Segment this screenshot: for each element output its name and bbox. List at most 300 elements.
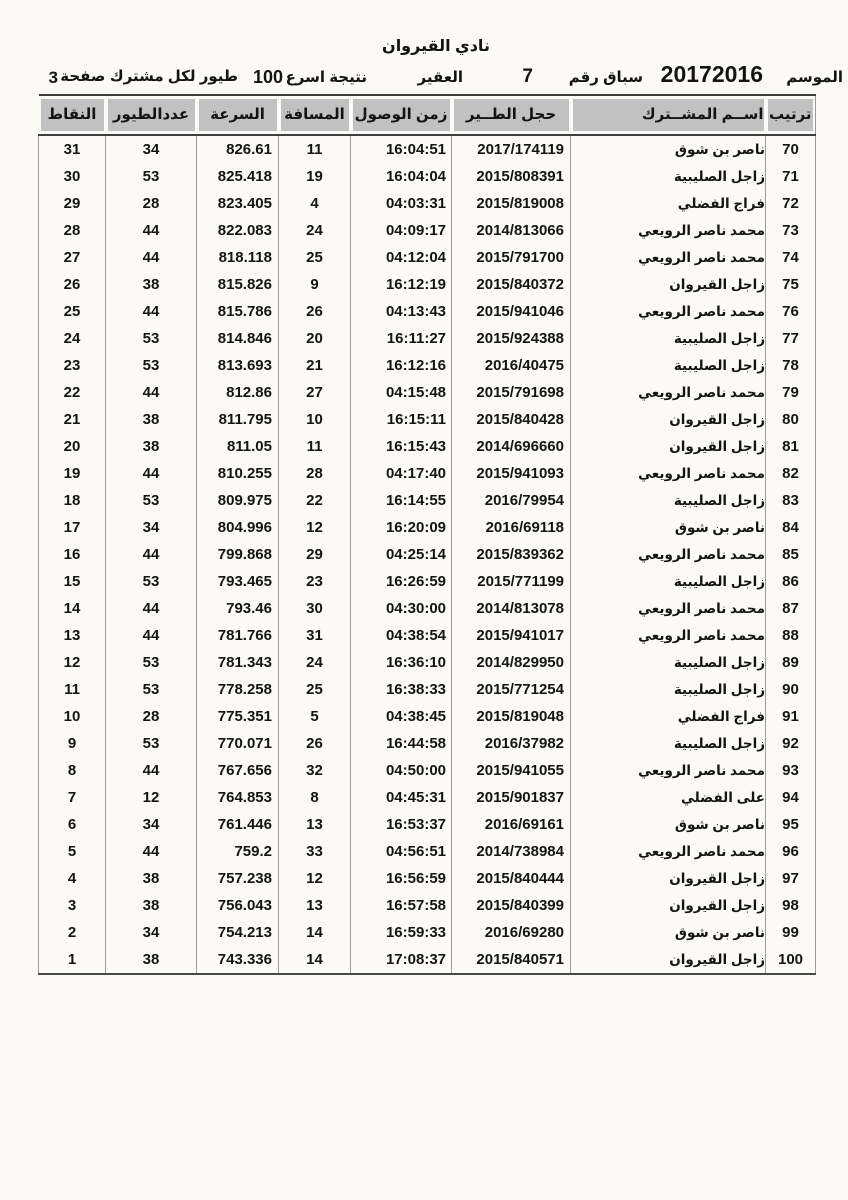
header-row [39, 95, 816, 135]
cell-speed: 818.118 [197, 244, 279, 271]
cell-distance: 19 [279, 163, 351, 190]
cell-points: 24 [39, 325, 106, 352]
cell-points: 18 [39, 487, 106, 514]
cell-speed: 826.61 [197, 135, 279, 163]
cell-points: 8 [39, 757, 106, 784]
cell-ring: 2015/840428 [452, 406, 571, 433]
table-row [39, 892, 816, 919]
cell-time: 04:56:51 [351, 838, 452, 865]
cell-points: 23 [39, 352, 106, 379]
cell-rank: 93 [766, 757, 816, 784]
cell-name: زاجل القيروان [571, 892, 766, 919]
cell-name: زاجل الصليبية [571, 352, 766, 379]
cell-ring: 2016/69280 [452, 919, 571, 946]
cell-time: 04:50:00 [351, 757, 452, 784]
cell-points: 26 [39, 271, 106, 298]
cell-name: محمد ناصر الرويعي [571, 838, 766, 865]
cell-points: 19 [39, 460, 106, 487]
cell-ring: 2015/840372 [452, 271, 571, 298]
cell-ring: 2015/791698 [452, 379, 571, 406]
cell-distance: 32 [279, 757, 351, 784]
cell-time: 16:15:11 [351, 406, 452, 433]
cell-time: 16:12:19 [351, 271, 452, 298]
cell-speed: 778.258 [197, 676, 279, 703]
cell-time: 16:15:43 [351, 433, 452, 460]
cell-distance: 20 [279, 325, 351, 352]
cell-rank: 81 [766, 433, 816, 460]
cell-time: 16:04:51 [351, 135, 452, 163]
cell-birds: 38 [106, 946, 197, 974]
table-row [39, 757, 816, 784]
race-number-value: 7 [522, 66, 533, 87]
cell-birds: 53 [106, 325, 197, 352]
cell-rank: 80 [766, 406, 816, 433]
cell-ring: 2015/791700 [452, 244, 571, 271]
table-row [39, 352, 816, 379]
cell-birds: 34 [106, 811, 197, 838]
cell-points: 25 [39, 298, 106, 325]
table-row [39, 811, 816, 838]
cell-name: ناصر بن شوق [571, 135, 766, 163]
column-header-name: اســم المشــترك [571, 95, 766, 135]
table-row [39, 271, 816, 298]
cell-points: 1 [39, 946, 106, 974]
cell-speed: 812.86 [197, 379, 279, 406]
cell-points: 20 [39, 433, 106, 460]
cell-ring: 2016/40475 [452, 352, 571, 379]
cell-distance: 28 [279, 460, 351, 487]
cell-name: زاجل الصليبية [571, 730, 766, 757]
table-row [39, 865, 816, 892]
cell-speed: 823.405 [197, 190, 279, 217]
cell-ring: 2015/840571 [452, 946, 571, 974]
cell-speed: 822.083 [197, 217, 279, 244]
table-row [39, 163, 816, 190]
cell-name: محمد ناصر الرويعي [571, 379, 766, 406]
cell-distance: 13 [279, 811, 351, 838]
cell-birds: 44 [106, 460, 197, 487]
results-table [38, 94, 816, 975]
cell-speed: 815.786 [197, 298, 279, 325]
cell-rank: 84 [766, 514, 816, 541]
cell-time: 04:12:04 [351, 244, 452, 271]
cell-rank: 85 [766, 541, 816, 568]
cell-points: 30 [39, 163, 106, 190]
cell-ring: 2015/808391 [452, 163, 571, 190]
race-location: العقير [417, 69, 463, 86]
cell-speed: 815.826 [197, 271, 279, 298]
cell-speed: 767.656 [197, 757, 279, 784]
cell-name: زاجل الصليبية [571, 325, 766, 352]
season-value: 20172016 [660, 61, 763, 87]
cell-name: محمد ناصر الرويعي [571, 460, 766, 487]
cell-points: 17 [39, 514, 106, 541]
cell-speed: 811.05 [197, 433, 279, 460]
cell-name: زاجل الصليبية [571, 568, 766, 595]
cell-birds: 38 [106, 406, 197, 433]
table-row [39, 730, 816, 757]
cell-time: 04:03:31 [351, 190, 452, 217]
cell-speed: 759.2 [197, 838, 279, 865]
cell-speed: 757.238 [197, 865, 279, 892]
cell-name: محمد ناصر الرويعي [571, 298, 766, 325]
cell-birds: 53 [106, 163, 197, 190]
table-row [39, 433, 816, 460]
cell-name: زاجل القيروان [571, 406, 766, 433]
cell-name: زاجل الصليبية [571, 676, 766, 703]
cell-speed: 810.255 [197, 460, 279, 487]
cell-speed: 809.975 [197, 487, 279, 514]
cell-rank: 72 [766, 190, 816, 217]
cell-time: 16:11:27 [351, 325, 452, 352]
cell-ring: 2015/840444 [452, 865, 571, 892]
cell-points: 28 [39, 217, 106, 244]
cell-birds: 44 [106, 595, 197, 622]
cell-birds: 53 [106, 487, 197, 514]
cell-time: 16:36:10 [351, 649, 452, 676]
cell-rank: 98 [766, 892, 816, 919]
cell-speed: 813.693 [197, 352, 279, 379]
cell-distance: 22 [279, 487, 351, 514]
cell-rank: 89 [766, 649, 816, 676]
cell-points: 11 [39, 676, 106, 703]
cell-time: 16:38:33 [351, 676, 452, 703]
cell-birds: 44 [106, 244, 197, 271]
cell-name: محمد ناصر الرويعي [571, 595, 766, 622]
cell-distance: 4 [279, 190, 351, 217]
cell-name: فراج الفضلي [571, 703, 766, 730]
cell-time: 04:38:54 [351, 622, 452, 649]
per-participant-label: طيور لكل مشترك [109, 68, 238, 85]
cell-birds: 53 [106, 676, 197, 703]
cell-distance: 8 [279, 784, 351, 811]
cell-speed: 804.996 [197, 514, 279, 541]
table-row [39, 135, 816, 163]
cell-ring: 2015/771254 [452, 676, 571, 703]
cell-points: 31 [39, 135, 106, 163]
cell-points: 16 [39, 541, 106, 568]
cell-distance: 13 [279, 892, 351, 919]
table-row [39, 919, 816, 946]
cell-birds: 44 [106, 757, 197, 784]
cell-speed: 761.446 [197, 811, 279, 838]
cell-rank: 96 [766, 838, 816, 865]
cell-distance: 26 [279, 730, 351, 757]
cell-name: زاجل القيروان [571, 946, 766, 974]
table-row [39, 541, 816, 568]
cell-birds: 12 [106, 784, 197, 811]
cell-birds: 38 [106, 271, 197, 298]
cell-distance: 25 [279, 244, 351, 271]
cell-ring: 2015/819048 [452, 703, 571, 730]
cell-rank: 71 [766, 163, 816, 190]
cell-time: 04:38:45 [351, 703, 452, 730]
cell-speed: 814.846 [197, 325, 279, 352]
table-row [39, 460, 816, 487]
cell-points: 22 [39, 379, 106, 406]
cell-ring: 2014/829950 [452, 649, 571, 676]
table-row [39, 190, 816, 217]
cell-name: محمد ناصر الرويعي [571, 217, 766, 244]
cell-rank: 97 [766, 865, 816, 892]
cell-rank: 74 [766, 244, 816, 271]
per-participant-phrase [60, 67, 238, 86]
cell-rank: 94 [766, 784, 816, 811]
cell-distance: 27 [279, 379, 351, 406]
cell-time: 16:14:55 [351, 487, 452, 514]
cell-rank: 77 [766, 325, 816, 352]
table-row [39, 568, 816, 595]
cell-rank: 100 [766, 946, 816, 974]
page-label: صفحة [60, 68, 106, 85]
table-row [39, 595, 816, 622]
column-header-speed: السرعة [197, 95, 279, 135]
cell-birds: 28 [106, 190, 197, 217]
column-header-distance: المسافة [279, 95, 351, 135]
cell-distance: 30 [279, 595, 351, 622]
cell-points: 7 [39, 784, 106, 811]
cell-ring: 2017/174119 [452, 135, 571, 163]
cell-distance: 25 [279, 676, 351, 703]
cell-speed: 754.213 [197, 919, 279, 946]
column-header-bird-count: عددالطيور [106, 95, 197, 135]
cell-ring: 2015/840399 [452, 892, 571, 919]
cell-distance: 10 [279, 406, 351, 433]
cell-points: 14 [39, 595, 106, 622]
cell-birds: 53 [106, 352, 197, 379]
cell-rank: 79 [766, 379, 816, 406]
cell-ring: 2014/813078 [452, 595, 571, 622]
cell-name: ناصر بن شوق [571, 919, 766, 946]
cell-time: 16:53:37 [351, 811, 452, 838]
cell-speed: 825.418 [197, 163, 279, 190]
cell-time: 04:17:40 [351, 460, 452, 487]
table-row [39, 649, 816, 676]
cell-name: فراج الفضلي [571, 190, 766, 217]
cell-birds: 53 [106, 649, 197, 676]
cell-speed: 793.465 [197, 568, 279, 595]
cell-points: 10 [39, 703, 106, 730]
cell-distance: 26 [279, 298, 351, 325]
cell-distance: 23 [279, 568, 351, 595]
cell-name: زاجل الصليبية [571, 163, 766, 190]
cell-points: 9 [39, 730, 106, 757]
cell-time: 16:26:59 [351, 568, 452, 595]
cell-rank: 86 [766, 568, 816, 595]
cell-birds: 53 [106, 568, 197, 595]
cell-time: 16:20:09 [351, 514, 452, 541]
table-row [39, 514, 816, 541]
table-row [39, 244, 816, 271]
cell-distance: 12 [279, 865, 351, 892]
cell-name: زاجل القيروان [571, 865, 766, 892]
fastest-count: 100 [252, 67, 283, 87]
cell-ring: 2015/941046 [452, 298, 571, 325]
cell-name: زاجل الصليبية [571, 649, 766, 676]
cell-rank: 75 [766, 271, 816, 298]
cell-time: 16:56:59 [351, 865, 452, 892]
cell-rank: 90 [766, 676, 816, 703]
table-row [39, 838, 816, 865]
cell-ring: 2015/771199 [452, 568, 571, 595]
column-header-rank: ترتيب [766, 95, 816, 135]
cell-name: ناصر بن شوق [571, 514, 766, 541]
table-row [39, 487, 816, 514]
table-row [39, 379, 816, 406]
cell-rank: 73 [766, 217, 816, 244]
cell-birds: 34 [106, 514, 197, 541]
cell-name: ناصر بن شوق [571, 811, 766, 838]
cell-points: 21 [39, 406, 106, 433]
cell-name: محمد ناصر الرويعي [571, 757, 766, 784]
cell-points: 27 [39, 244, 106, 271]
season-label: الموسم [786, 69, 843, 86]
column-header-ring: حجل الطــير [452, 95, 571, 135]
cell-birds: 38 [106, 433, 197, 460]
cell-time: 04:30:00 [351, 595, 452, 622]
column-header-arrival-time: زمن الوصول [351, 95, 452, 135]
cell-ring: 2016/69161 [452, 811, 571, 838]
table-row [39, 217, 816, 244]
cell-ring: 2015/819008 [452, 190, 571, 217]
cell-time: 16:57:58 [351, 892, 452, 919]
table-row [39, 325, 816, 352]
cell-distance: 29 [279, 541, 351, 568]
cell-ring: 2014/813066 [452, 217, 571, 244]
cell-ring: 2014/738984 [452, 838, 571, 865]
cell-distance: 21 [279, 352, 351, 379]
cell-speed: 770.071 [197, 730, 279, 757]
cell-time: 04:45:31 [351, 784, 452, 811]
page-number: 3 [48, 68, 58, 87]
cell-points: 6 [39, 811, 106, 838]
cell-birds: 44 [106, 838, 197, 865]
cell-distance: 9 [279, 271, 351, 298]
cell-time: 16:12:16 [351, 352, 452, 379]
table-row [39, 784, 816, 811]
cell-rank: 92 [766, 730, 816, 757]
cell-rank: 88 [766, 622, 816, 649]
cell-birds: 44 [106, 541, 197, 568]
cell-distance: 11 [279, 433, 351, 460]
cell-name: زاجل القيروان [571, 271, 766, 298]
table-row [39, 406, 816, 433]
cell-rank: 91 [766, 703, 816, 730]
cell-birds: 44 [106, 379, 197, 406]
cell-speed: 811.795 [197, 406, 279, 433]
cell-points: 13 [39, 622, 106, 649]
cell-speed: 743.336 [197, 946, 279, 974]
cell-birds: 38 [106, 892, 197, 919]
results-table-body [39, 135, 816, 974]
cell-speed: 764.853 [197, 784, 279, 811]
cell-name: زاجل القيروان [571, 433, 766, 460]
cell-rank: 82 [766, 460, 816, 487]
cell-ring: 2015/839362 [452, 541, 571, 568]
cell-distance: 12 [279, 514, 351, 541]
cell-rank: 99 [766, 919, 816, 946]
cell-speed: 781.766 [197, 622, 279, 649]
cell-speed: 775.351 [197, 703, 279, 730]
cell-distance: 14 [279, 919, 351, 946]
cell-points: 15 [39, 568, 106, 595]
cell-time: 17:08:37 [351, 946, 452, 974]
cell-time: 04:25:14 [351, 541, 452, 568]
cell-ring: 2014/696660 [452, 433, 571, 460]
cell-rank: 70 [766, 135, 816, 163]
cell-points: 29 [39, 190, 106, 217]
cell-time: 16:04:04 [351, 163, 452, 190]
table-row [39, 622, 816, 649]
cell-birds: 34 [106, 919, 197, 946]
cell-distance: 24 [279, 217, 351, 244]
table-row [39, 676, 816, 703]
cell-birds: 28 [106, 703, 197, 730]
cell-name: محمد ناصر الرويعي [571, 541, 766, 568]
column-header-points: النقاط [39, 95, 106, 135]
cell-points: 2 [39, 919, 106, 946]
table-row [39, 298, 816, 325]
cell-name: على الفضلي [571, 784, 766, 811]
cell-rank: 95 [766, 811, 816, 838]
cell-points: 12 [39, 649, 106, 676]
cell-ring: 2015/901837 [452, 784, 571, 811]
cell-distance: 14 [279, 946, 351, 974]
cell-ring: 2016/79954 [452, 487, 571, 514]
cell-birds: 44 [106, 622, 197, 649]
cell-points: 4 [39, 865, 106, 892]
cell-time: 16:59:33 [351, 919, 452, 946]
cell-ring: 2015/941055 [452, 757, 571, 784]
cell-birds: 34 [106, 135, 197, 163]
cell-time: 04:15:48 [351, 379, 452, 406]
club-title: نادي القيروان [382, 38, 490, 55]
cell-distance: 5 [279, 703, 351, 730]
cell-speed: 756.043 [197, 892, 279, 919]
cell-rank: 76 [766, 298, 816, 325]
cell-name: زاجل الصليبية [571, 487, 766, 514]
cell-ring: 2015/941093 [452, 460, 571, 487]
table-header [39, 95, 816, 135]
cell-rank: 83 [766, 487, 816, 514]
cell-rank: 78 [766, 352, 816, 379]
cell-speed: 799.868 [197, 541, 279, 568]
cell-birds: 38 [106, 865, 197, 892]
cell-time: 04:13:43 [351, 298, 452, 325]
cell-birds: 44 [106, 217, 197, 244]
cell-distance: 31 [279, 622, 351, 649]
cell-speed: 781.343 [197, 649, 279, 676]
cell-time: 04:09:17 [351, 217, 452, 244]
cell-distance: 24 [279, 649, 351, 676]
cell-ring: 2015/924388 [452, 325, 571, 352]
cell-ring: 2016/69118 [452, 514, 571, 541]
meta-line [0, 56, 848, 88]
race-number-label: سباق رقم [568, 69, 643, 86]
table-row [39, 703, 816, 730]
cell-birds: 53 [106, 730, 197, 757]
cell-distance: 33 [279, 838, 351, 865]
cell-points: 3 [39, 892, 106, 919]
cell-speed: 793.46 [197, 595, 279, 622]
cell-rank: 87 [766, 595, 816, 622]
cell-distance: 11 [279, 135, 351, 163]
cell-name: محمد ناصر الرويعي [571, 244, 766, 271]
cell-points: 5 [39, 838, 106, 865]
table-row [39, 946, 816, 974]
cell-time: 16:44:58 [351, 730, 452, 757]
result-label: نتيجة اسرع [285, 69, 367, 86]
